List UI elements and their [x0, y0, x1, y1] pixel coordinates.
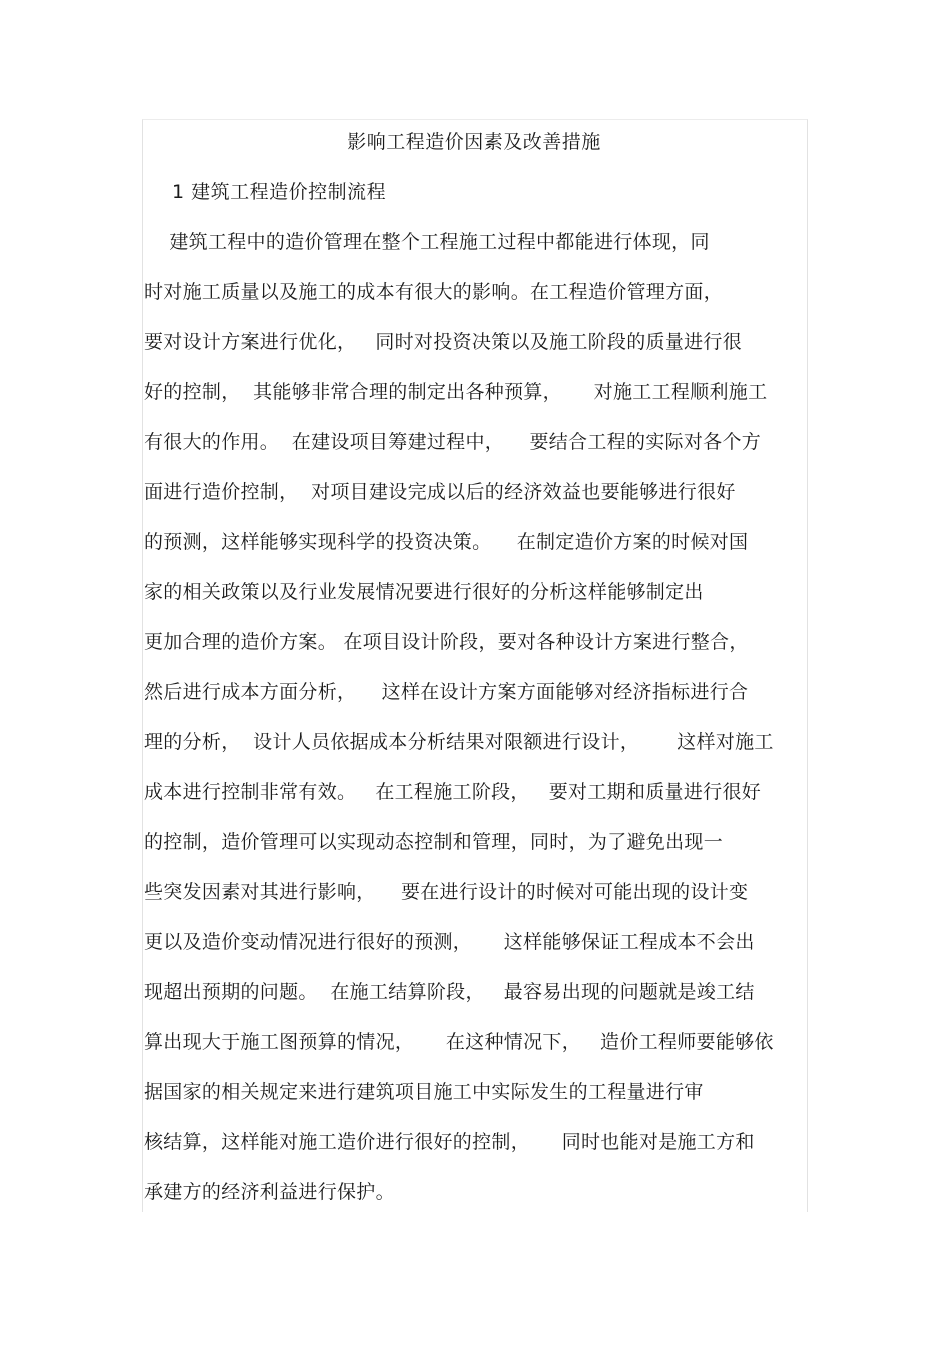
body-line: 好的控制， 其能够非常合理的制定出各种预算， 对施工工程顺利施工 — [144, 381, 768, 403]
body-line: 更加合理的造价方案。 在项目设计阶段，要对各种设计方案进行整合， — [144, 631, 749, 653]
body-line: 成本进行控制非常有效。 在工程施工阶段， 要对工期和质量进行很好 — [144, 781, 762, 803]
body-line: 的控制，造价管理可以实现动态控制和管理，同时，为了避免出现一 — [144, 831, 724, 853]
body-line: 的预测，这样能够实现科学的投资决策。 在制定造价方案的时候对国 — [144, 531, 749, 553]
body-line: 家的相关政策以及行业发展情况要进行很好的分析这样能够制定出 — [144, 581, 704, 603]
body-line: 理的分析， 设计人员依据成本分析结果对限额进行设计， 这样对施工 — [144, 731, 774, 753]
body-line: 有很大的作用。 在建设项目筹建过程中， 要结合工程的实际对各个方 — [144, 431, 762, 453]
body-line: 面进行造价控制， 对项目建设完成以后的经济效益也要能够进行很好 — [144, 481, 736, 503]
body-line: 承建方的经济利益进行保护。 — [144, 1181, 395, 1203]
body-line: 现超出预期的问题。 在施工结算阶段， 最容易出现的问题就是竣工结 — [144, 981, 755, 1003]
body-line: 要对设计方案进行优化， 同时对投资决策以及施工阶段的质量进行很 — [144, 331, 743, 353]
body-line: 然后进行成本方面分析， 这样在设计方案方面能够对经济指标进行合 — [144, 681, 749, 703]
document-title: 影响工程造价因素及改善措施 — [347, 131, 601, 153]
body-line: 建筑工程中的造价管理在整个工程施工过程中都能进行体现，同 — [144, 231, 710, 253]
body-paragraph — [144, 227, 804, 1227]
body-line: 算出现大于施工图预算的情况， 在这种情况下， 造价工程师要能够依 — [144, 1031, 774, 1053]
body-line: 据国家的相关规定来进行建筑项目施工中实际发生的工程量进行审 — [144, 1081, 704, 1103]
section-heading: 1 建筑工程造价控制流程 — [172, 181, 387, 203]
body-line: 核结算，这样能对施工造价进行很好的控制， 同时也能对是施工方和 — [144, 1131, 755, 1153]
body-line: 更以及造价变动情况进行很好的预测， 这样能够保证工程成本不会出 — [144, 931, 755, 953]
body-line: 些突发因素对其进行影响， 要在进行设计的时候对可能出现的设计变 — [144, 881, 749, 903]
body-line: 时对施工质量以及施工的成本有很大的影响。在工程造价管理方面， — [144, 281, 724, 303]
